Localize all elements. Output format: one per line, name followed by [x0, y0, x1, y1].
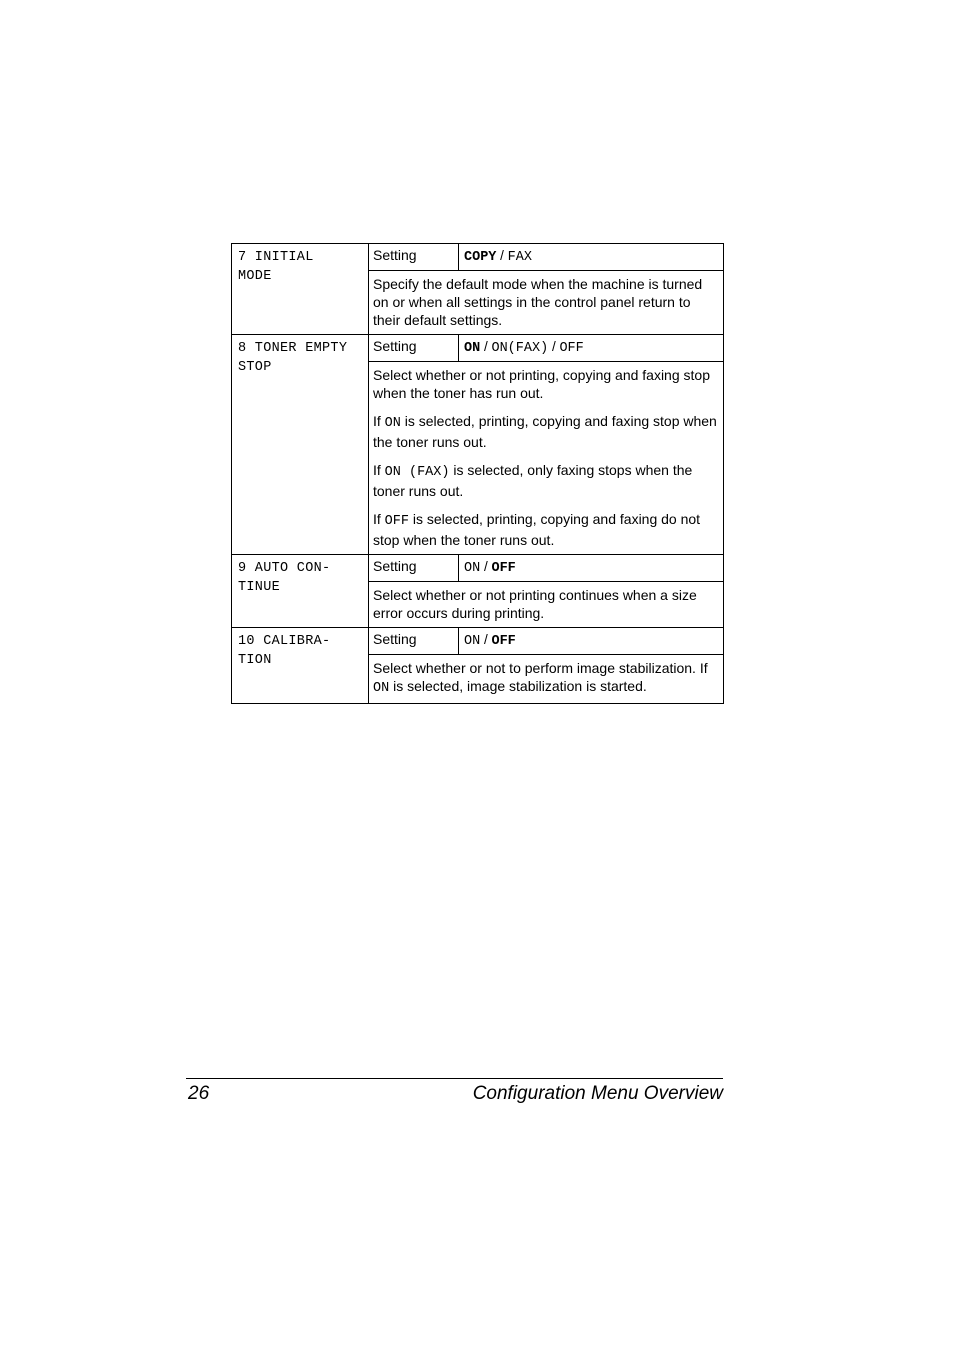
setting-value: ON(FAX)	[491, 341, 549, 356]
text-fragment: is selected, only faxing stops when the toner runs out.	[373, 462, 693, 499]
code-value: ON (FAX)	[384, 465, 450, 480]
code-value: OFF	[384, 514, 409, 529]
setting-description	[369, 362, 724, 555]
setting-value: ON	[464, 561, 481, 576]
description-paragraph	[373, 412, 719, 451]
table-row	[232, 335, 724, 362]
menu-name-line: 9 AUTO CON-	[238, 561, 331, 576]
text-fragment: is selected, printing, copying and faxing stop when the toner runs out.	[373, 413, 717, 450]
menu-item-name	[232, 555, 369, 628]
page-number: 26	[188, 1083, 210, 1104]
text-fragment: If	[373, 462, 385, 478]
value-separator: /	[480, 339, 492, 354]
setting-description	[369, 582, 724, 628]
setting-values	[459, 555, 724, 582]
text-fragment: Select whether or not to perform image stabilization. If	[373, 660, 712, 676]
setting-value: FAX	[507, 250, 532, 265]
description-paragraph	[373, 659, 719, 698]
menu-name-line: 10 CALIBRA-	[238, 634, 331, 649]
setting-values	[459, 628, 724, 655]
menu-item-name	[232, 335, 369, 555]
setting-value: ON	[464, 634, 481, 649]
description-paragraph: Select whether or not printing, copying and faxing stop when the toner has run out.	[373, 367, 710, 401]
value-separator: /	[480, 559, 492, 574]
table-row	[232, 555, 724, 582]
menu-name-line: 7 INITIAL	[238, 250, 314, 265]
setting-value-default: OFF	[491, 634, 516, 649]
value-separator: /	[480, 632, 492, 647]
setting-value-default: ON	[464, 341, 481, 356]
description-paragraph: Specify the default mode when the machine is turned on or when all settings in the control panel return to their default settings.	[373, 276, 703, 328]
menu-name-line: TINUE	[238, 580, 281, 595]
setting-value-default: COPY	[464, 250, 497, 265]
description-paragraph	[373, 461, 719, 500]
setting-value: OFF	[559, 341, 584, 356]
menu-name-line: 8 TONER EMPTY	[238, 341, 348, 356]
setting-label: Setting	[369, 555, 459, 582]
text-fragment: is selected, printing, copying and faxing do not stop when the toner runs out.	[373, 511, 701, 548]
menu-name-line: TION	[238, 653, 272, 668]
text-fragment: If	[373, 413, 385, 429]
menu-item-name	[232, 628, 369, 704]
text-fragment: If	[373, 511, 385, 527]
text-fragment: is selected, image stabilization is started.	[389, 678, 647, 694]
description-paragraph: Select whether or not printing continues when a size error occurs during printing.	[373, 587, 697, 621]
table-row	[232, 244, 724, 271]
setting-label: Setting	[369, 244, 459, 271]
menu-name-line: STOP	[238, 360, 272, 375]
value-separator: /	[496, 248, 508, 263]
section-title: Configuration Menu Overview	[472, 1083, 723, 1104]
code-value: ON	[384, 416, 401, 431]
menu-name-line: MODE	[238, 269, 272, 284]
table-row	[232, 628, 724, 655]
config-menu-table	[231, 243, 724, 704]
menu-item-name	[232, 244, 369, 335]
value-separator: /	[548, 339, 560, 354]
setting-label: Setting	[369, 628, 459, 655]
setting-value-default: OFF	[491, 561, 516, 576]
setting-description	[369, 271, 724, 335]
code-value: ON	[373, 681, 390, 696]
footer-divider	[186, 1078, 723, 1079]
setting-description	[369, 655, 724, 704]
description-paragraph	[373, 510, 719, 549]
setting-values	[459, 244, 724, 271]
setting-label: Setting	[369, 335, 459, 362]
setting-values	[459, 335, 724, 362]
